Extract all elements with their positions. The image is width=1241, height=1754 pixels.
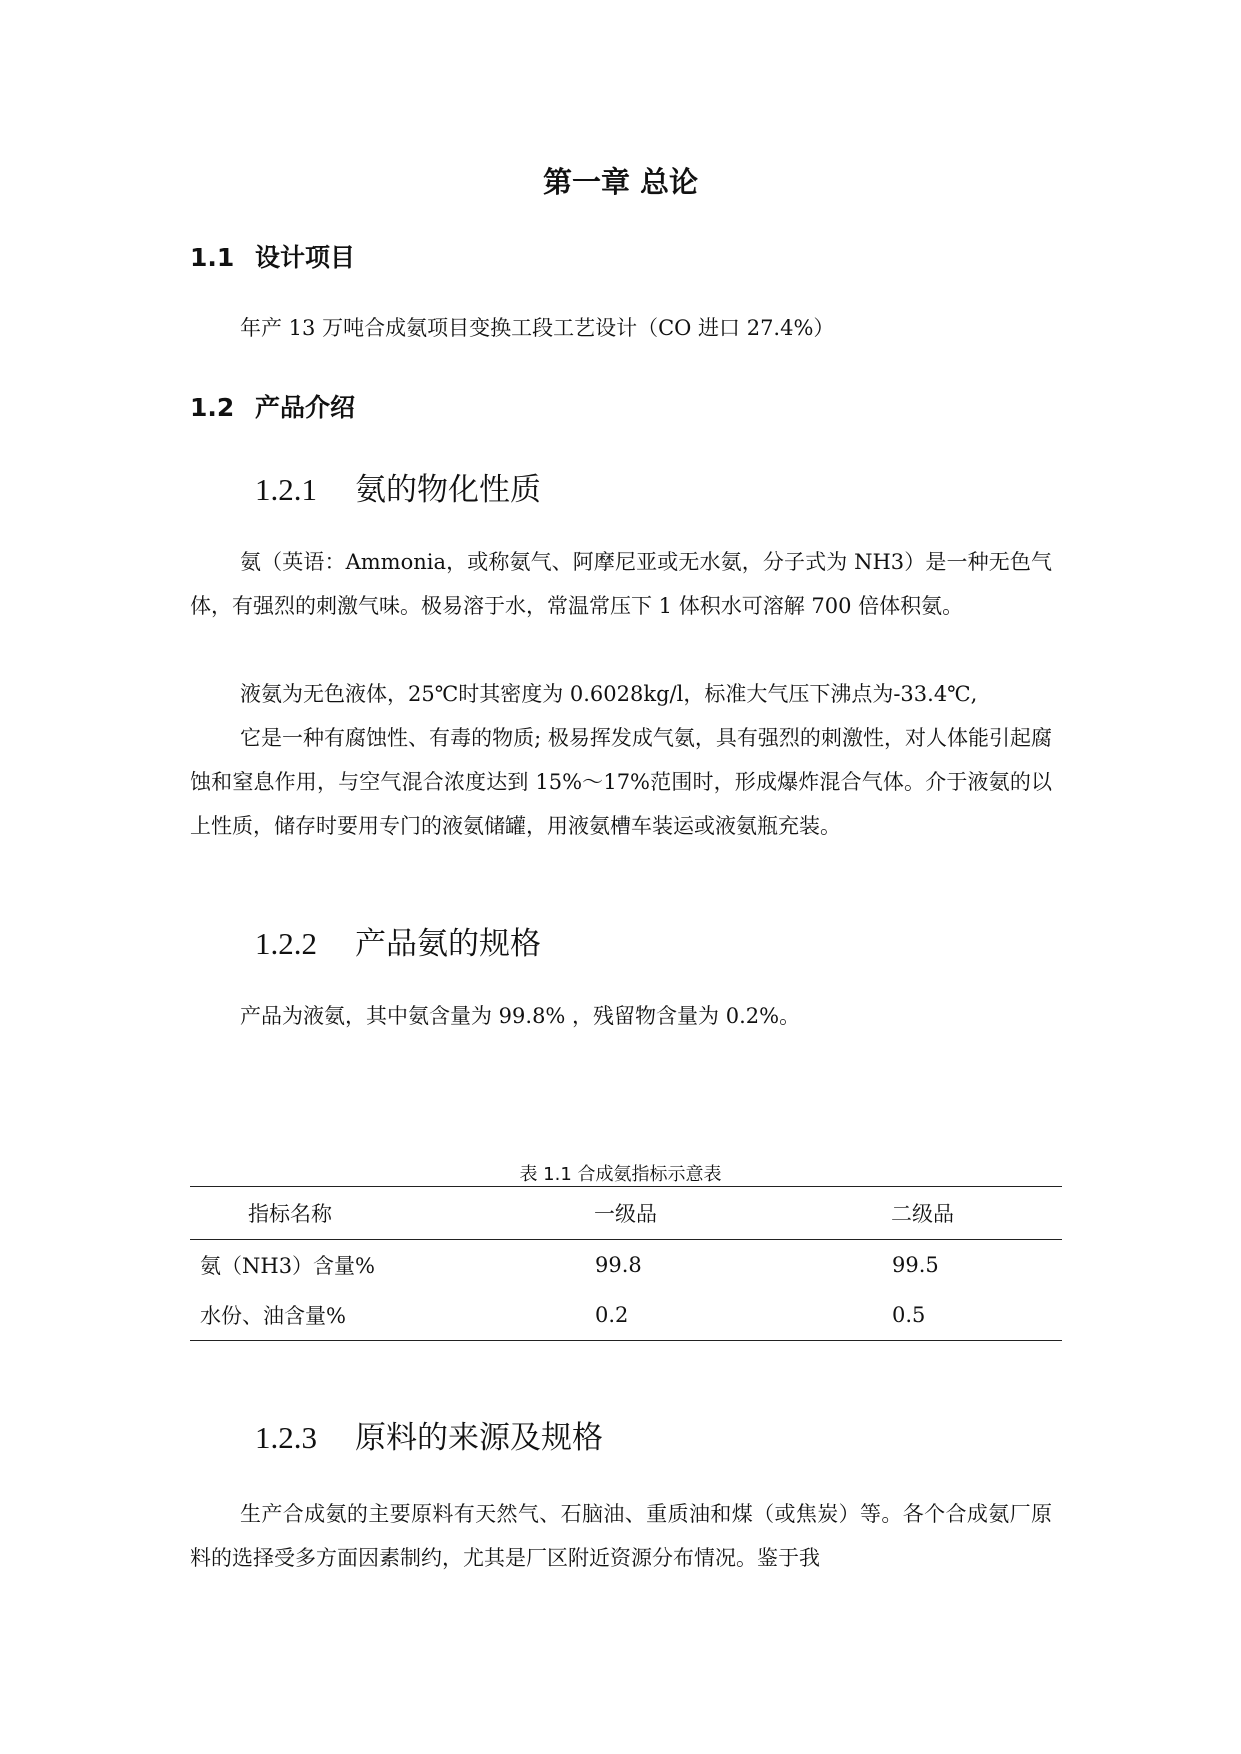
section-1-2-1-heading — [255, 464, 541, 509]
ammonia-spec-table — [190, 1186, 1062, 1341]
section-title: 设计项目 — [255, 243, 356, 272]
product-spec-paragraph: 产品为液氨，其中氨含量为 99.8% ，残留物含量为 0.2%。 — [240, 1004, 801, 1028]
section-1-2-3-heading — [255, 1412, 603, 1457]
table-caption: 表 1.1 合成氨指标示意表 — [519, 1164, 722, 1185]
ammonia-properties-paragraph-3: 它是一种有腐蚀性、有毒的物质; 极易挥发成气氨，具有强烈的刺激性，对人体能引起腐蚀和窒息作用，与空气混合浓度达到 15%～17%范围时，形成爆炸混合气体。介于液氨的以上性质，储存时要用专门的液氨储罐，用液氨槽车装运或液氨瓶充装。 — [190, 726, 1052, 838]
section-title: 氨的物化性质 — [355, 472, 541, 508]
ammonia-properties-paragraph-2: 液氨为无色液体，25℃时其密度为 0.6028kg/l，标准大气压下沸点为-33.4℃, — [240, 682, 978, 706]
table-header-cell: 二级品 — [891, 1202, 954, 1226]
table-cell: 0.5 — [892, 1303, 926, 1327]
ammonia-properties-paragraph-1: 氨（英语：Ammonia，或称氨气、阿摩尼亚或无水氨，分子式为 NH3）是一种无色气体，有强烈的刺激气味。极易溶于水，常温常压下 1 体积水可溶解 700 倍体积氨。 — [190, 550, 1052, 618]
section-1-1-heading — [190, 238, 355, 274]
table-header-cell: 指标名称 — [248, 1202, 332, 1226]
table-cell: 99.5 — [892, 1253, 939, 1277]
section-number: 1.2.1 — [255, 472, 317, 507]
project-paragraph: 年产 13 万吨合成氨项目变换工段工艺设计（CO 进口 27.4%） — [240, 316, 835, 340]
raw-material-paragraph: 生产合成氨的主要原料有天然气、石脑油、重质油和煤（或焦炭）等。各个合成氨厂原料的选择受多方面因素制约，尤其是厂区附近资源分布情况。鉴于我 — [190, 1502, 1052, 1570]
table-cell: 氨（NH3）含量% — [200, 1254, 376, 1278]
table-header-cell: 一级品 — [594, 1202, 657, 1226]
table-row — [190, 1240, 1062, 1291]
section-title: 产品氨的规格 — [355, 926, 541, 962]
section-1-2-heading — [190, 388, 355, 424]
section-title: 产品介绍 — [255, 393, 356, 422]
section-title: 原料的来源及规格 — [355, 1420, 603, 1456]
table-cell: 0.2 — [595, 1303, 629, 1327]
section-1-2-2-heading — [255, 918, 541, 963]
section-number: 1.2.2 — [255, 926, 317, 961]
table-cell: 99.8 — [595, 1253, 642, 1277]
table-cell: 水份、油含量% — [200, 1304, 346, 1328]
table-row — [190, 1290, 1062, 1341]
section-number: 1.2 — [190, 393, 235, 422]
table-header-row — [190, 1187, 1062, 1240]
section-number: 1.2.3 — [255, 1420, 317, 1455]
section-number: 1.1 — [190, 243, 235, 272]
chapter-title: 第一章 总论 — [542, 165, 699, 199]
